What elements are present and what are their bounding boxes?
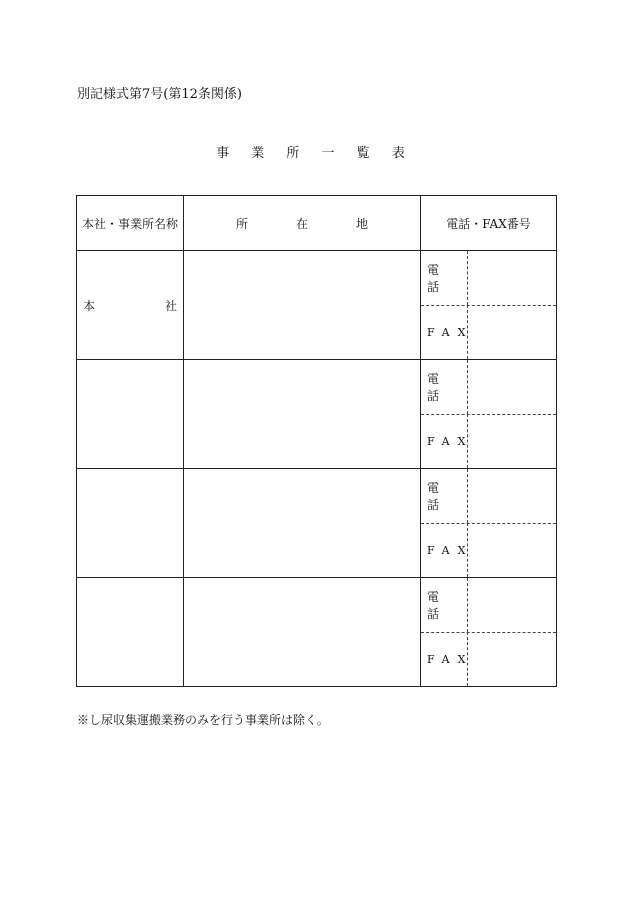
tel-value-field[interactable] <box>468 469 556 523</box>
fax-label: FAX <box>421 523 468 577</box>
tel-label: 電話 <box>421 360 468 414</box>
table-row <box>77 469 557 578</box>
fax-value-field[interactable] <box>468 632 556 686</box>
address-cell[interactable] <box>184 251 421 360</box>
phone-fax-grid <box>421 578 556 686</box>
table-header-row <box>77 196 557 251</box>
phone-fax-cell <box>421 360 557 469</box>
table-row <box>77 251 557 360</box>
table-row <box>77 360 557 469</box>
fax-label: FAX <box>421 305 468 359</box>
tel-value-field[interactable] <box>468 578 556 632</box>
tel-row <box>421 469 556 524</box>
fax-row <box>421 523 556 577</box>
fax-row <box>421 632 556 686</box>
column-header-address <box>184 196 421 251</box>
column-header-phone-fax: 電話・FAX番号 <box>421 196 557 251</box>
office-name-cell[interactable] <box>77 360 184 469</box>
head-office-label <box>83 297 177 314</box>
tel-value-field[interactable] <box>468 360 556 414</box>
head-office-label-right: 社 <box>164 298 177 313</box>
office-name-cell[interactable] <box>77 578 184 687</box>
tel-row <box>421 251 556 306</box>
phone-fax-grid <box>421 469 556 577</box>
office-name-cell[interactable] <box>77 469 184 578</box>
tel-label: 電話 <box>421 251 468 305</box>
office-name-cell[interactable] <box>77 251 184 360</box>
column-header-address-label: 所在地 <box>235 216 416 231</box>
fax-value-field[interactable] <box>468 523 556 577</box>
phone-fax-grid <box>421 360 556 468</box>
tel-row <box>421 360 556 415</box>
tel-label: 電話 <box>421 578 468 632</box>
fax-row <box>421 305 556 359</box>
fax-label: FAX <box>421 414 468 468</box>
column-header-name: 本社・事業所名称 <box>77 196 184 251</box>
phone-fax-cell <box>421 469 557 578</box>
address-cell[interactable] <box>184 360 421 469</box>
tel-label: 電話 <box>421 469 468 523</box>
fax-value-field[interactable] <box>468 414 556 468</box>
head-office-label-left: 本 <box>83 298 96 313</box>
fax-value-field[interactable] <box>468 305 556 359</box>
address-cell[interactable] <box>184 578 421 687</box>
document-title: 事 業 所 一 覧 表 <box>216 146 414 161</box>
phone-fax-cell <box>421 251 557 360</box>
form-reference: 別記様式第7号(第12条関係) <box>77 87 242 102</box>
table-row <box>77 578 557 687</box>
footnote: ※し尿収集運搬業務のみを行う事業所は除く。 <box>77 713 329 727</box>
fax-label: FAX <box>421 632 468 686</box>
tel-value-field[interactable] <box>468 251 556 305</box>
tel-row <box>421 578 556 633</box>
office-list-table <box>76 195 557 687</box>
phone-fax-grid <box>421 251 556 359</box>
fax-row <box>421 414 556 468</box>
phone-fax-cell <box>421 578 557 687</box>
address-cell[interactable] <box>184 469 421 578</box>
